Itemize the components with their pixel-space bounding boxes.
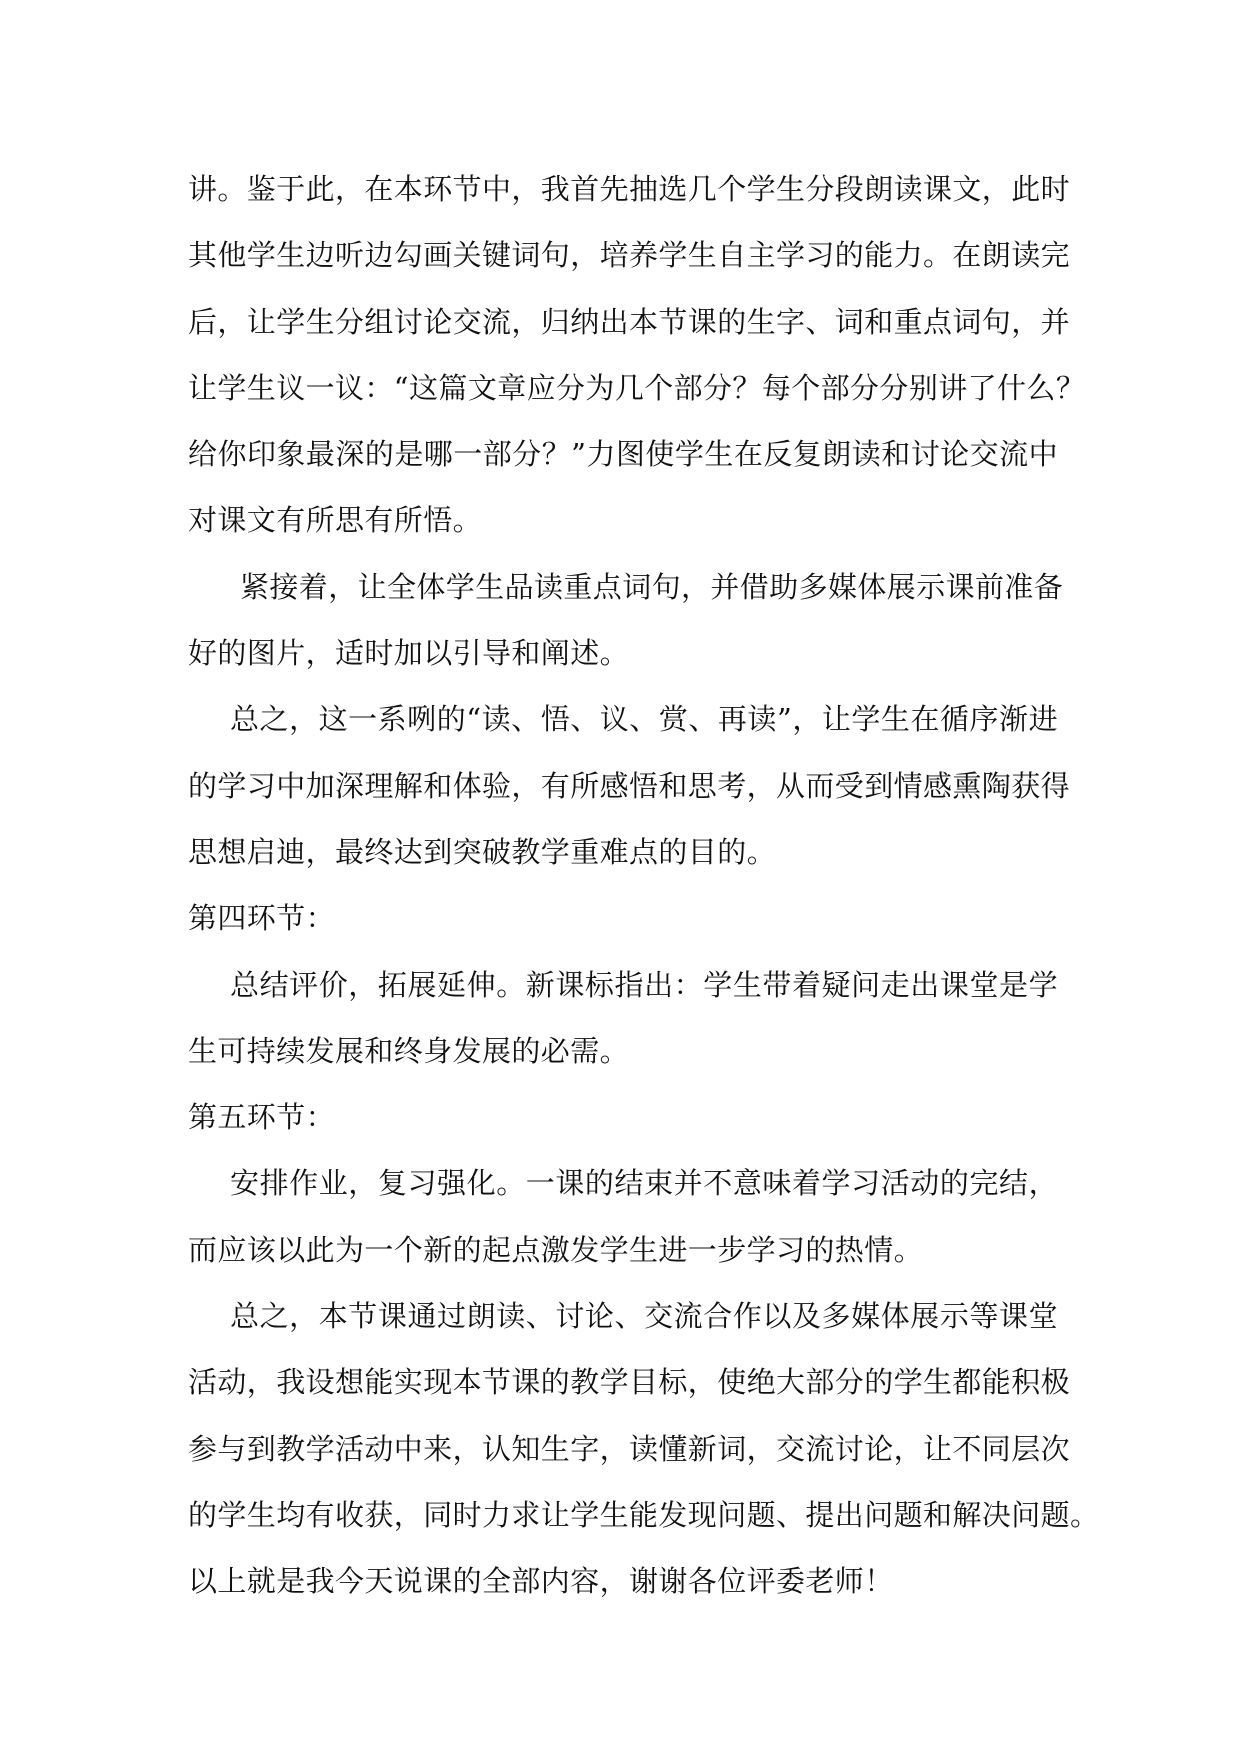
text-line: 对课文有所思有所悟。 [188,503,483,538]
text-line: 总之，这一系咧的“读、悟、议、赏、再读”，让学生在循序渐进 [230,702,1058,737]
text-line: 而应该以此为一个新的起点激发学生进一步学习的热情。 [188,1232,924,1267]
text-line: 活动，我设想能实现本节课的教学目标，使绝大部分的学生都能积极 [188,1365,1071,1400]
section-heading: 第五环节： [188,1100,336,1135]
text-line: 生可持续发展和终身发展的必需。 [188,1033,630,1068]
text-line: 总结评价，拓展延伸。新课标指出：学生带着疑问走出课堂是学 [230,967,1058,1002]
text-line: 以上就是我今天说课的全部内容，谢谢各位评委老师！ [188,1564,894,1599]
document-body [188,156,1100,1615]
section-heading: 第四环节： [188,901,336,936]
text-line: 其他学生边听边勾画关键词句，培养学生自主学习的能力。在朗读完 [188,238,1071,273]
text-line: 思想启迪，最终达到突破教学重难点的目的。 [188,834,777,869]
text-line: 讲。鉴于此，在本环节中，我首先抽选几个学生分段朗读课文，此时 [188,172,1071,206]
text-line: 后，让学生分组讨论交流，归纳出本节课的生字、词和重点词句，并 [188,304,1071,339]
text-line: 紧接着，让全体学生品读重点词句，并借助多媒体展示课前准备 [240,569,1064,604]
text-line: 安排作业，复习强化。一课的结束并不意味着学习活动的完结， [230,1166,1058,1201]
text-line: 参与到教学活动中来，认知生字，读懂新词，交流讨论，让不同层次 [188,1431,1071,1466]
text-line: 好的图片，适时加以引导和阐述。 [188,636,630,671]
text-line: 让学生议一议：“这篇文章应分为几个部分？每个部分分别讲了什么？ [188,370,1086,405]
text-line: 的学习中加深理解和体验，有所感悟和思考，从而受到情感熏陶获得 [188,768,1071,803]
text-line: 总之，本节课通过朗读、讨论、交流合作以及多媒体展示等课堂 [230,1299,1058,1334]
text-line: 给你印象最深的是哪一部分？”力图使学生在反复朗读和讨论交流中 [188,437,1058,472]
text-line: 的学生均有收获，同时力求让学生能发现问题、提出问题和解决问题。 [188,1497,1100,1532]
